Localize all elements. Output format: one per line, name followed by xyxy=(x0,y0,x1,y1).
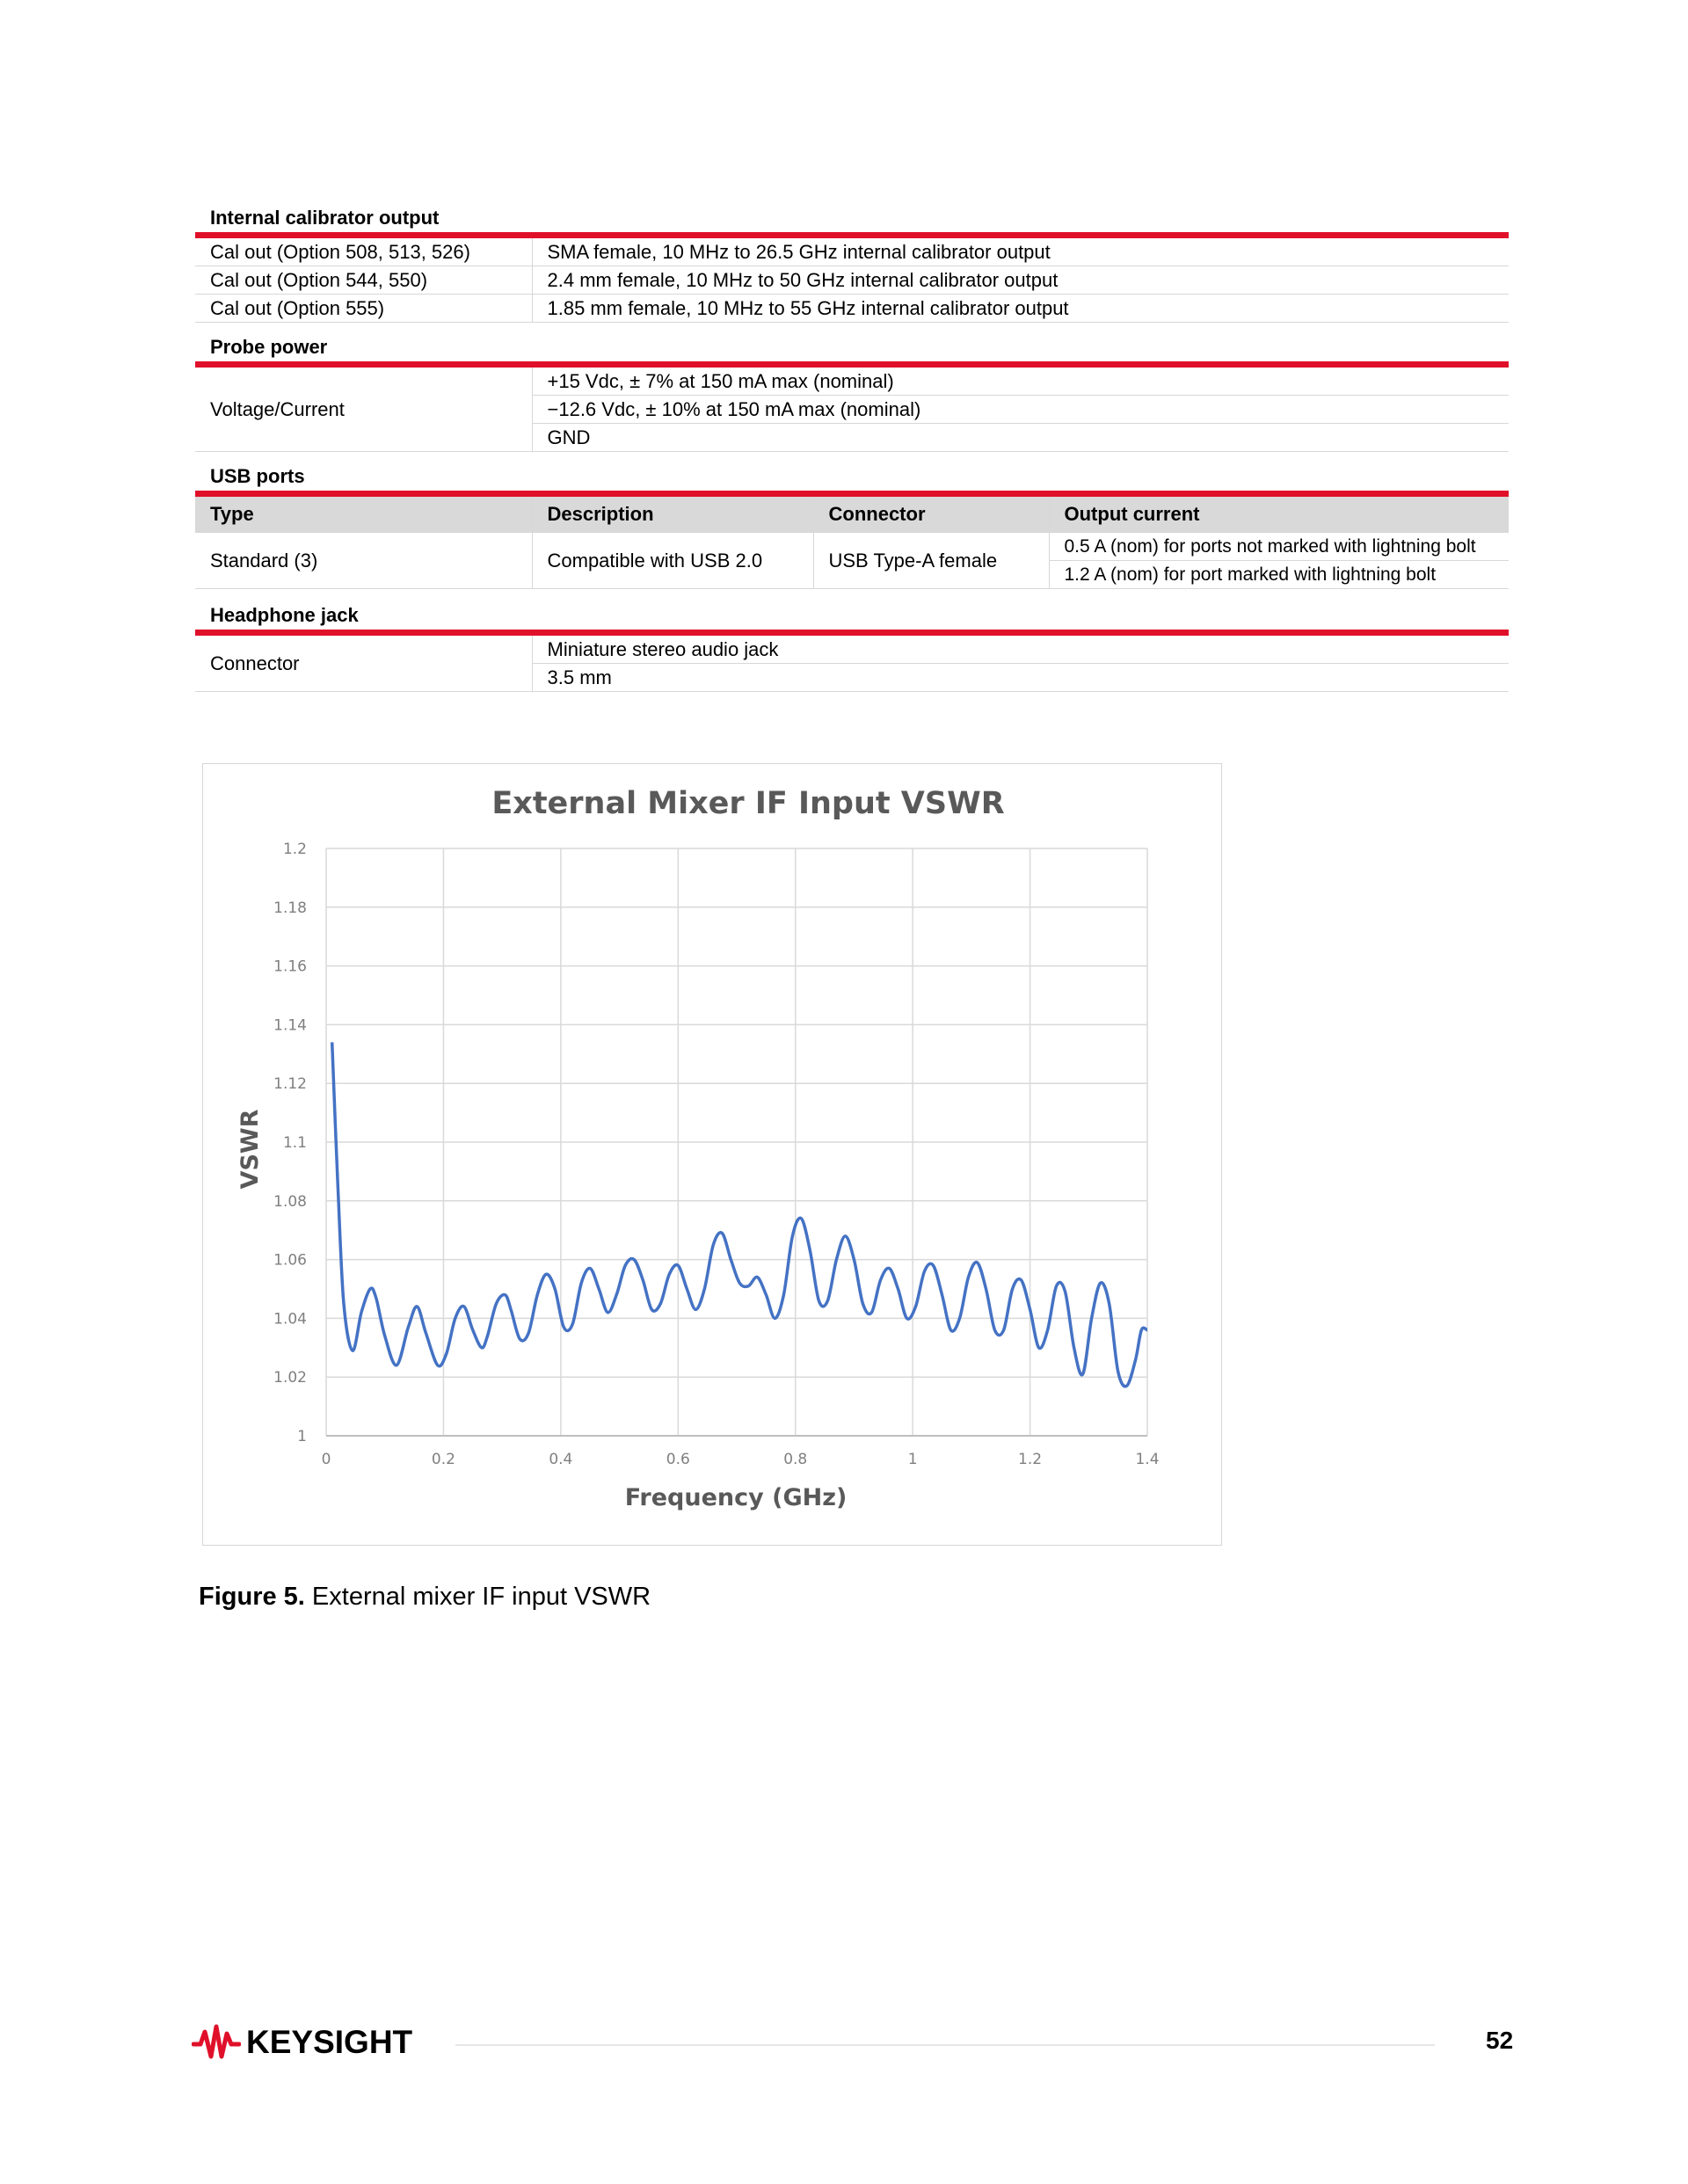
row-value: −12.6 Vdc, ± 10% at 150 mA max (nominal) xyxy=(532,396,1509,424)
usb-type: Standard (3) xyxy=(195,533,532,589)
x-tick-label: 1.4 xyxy=(1135,1451,1160,1468)
y-tick-label: 1.04 xyxy=(273,1310,307,1329)
row-value: 1.85 mm female, 10 MHz to 55 GHz internal calibrator output xyxy=(532,295,1509,323)
y-tick-label: 1.06 xyxy=(273,1251,307,1270)
usb-table xyxy=(195,497,1509,589)
section-title: Headphone jack xyxy=(210,604,359,626)
row-value: SMA female, 10 MHz to 26.5 GHz internal calibrator output xyxy=(532,238,1509,266)
column-header: Description xyxy=(532,497,813,533)
row-label: Cal out (Option 508, 513, 526) xyxy=(195,238,532,266)
table-row xyxy=(195,266,1509,295)
row-value: 3.5 mm xyxy=(532,664,1509,692)
y-tick-label: 1.1 xyxy=(282,1134,307,1152)
y-tick-label: 1.12 xyxy=(273,1075,307,1094)
figure-caption xyxy=(199,1583,651,1612)
y-tick-label: 1 xyxy=(297,1428,307,1445)
usb-description: Compatible with USB 2.0 xyxy=(532,533,813,589)
row-value: 2.4 mm female, 10 MHz to 50 GHz internal calibrator output xyxy=(532,266,1509,295)
x-axis-label: Frequency (GHz) xyxy=(624,1484,848,1511)
x-tick-label: 0.4 xyxy=(549,1451,573,1468)
probe-power-section xyxy=(195,328,1509,452)
footer-divider xyxy=(455,2044,1435,2046)
x-tick-label: 1 xyxy=(907,1451,918,1468)
headphone-table xyxy=(195,636,1509,692)
row-label: Cal out (Option 555) xyxy=(195,295,532,323)
vswr-chart xyxy=(202,763,1222,1546)
x-tick-label: 0.6 xyxy=(666,1451,690,1468)
chart-title: External Mixer IF Input VSWR xyxy=(491,786,1005,821)
table-row xyxy=(195,636,1509,664)
section-rule xyxy=(195,232,1509,238)
waveform-logo-icon xyxy=(192,2023,241,2062)
section-rule xyxy=(195,361,1509,368)
table-header-row xyxy=(195,497,1509,533)
keysight-logo xyxy=(192,2020,412,2064)
brand-name: KEYSIGHT xyxy=(246,2024,413,2060)
x-tick-label: 1.2 xyxy=(1018,1451,1043,1468)
section-rule xyxy=(195,491,1509,497)
column-header: Output current xyxy=(1049,497,1509,533)
row-value: Miniature stereo audio jack xyxy=(532,636,1509,664)
x-tick-label: 0.2 xyxy=(431,1451,455,1468)
usb-current: 1.2 A (nom) for port marked with lightning bolt xyxy=(1049,561,1509,589)
section-rule xyxy=(195,630,1509,636)
row-value: GND xyxy=(532,424,1509,452)
table-row xyxy=(195,238,1509,266)
column-header: Type xyxy=(195,497,532,533)
table-row xyxy=(195,533,1509,561)
section-title: USB ports xyxy=(210,465,305,487)
table-row xyxy=(195,295,1509,323)
y-tick-label: 1.2 xyxy=(282,841,307,858)
chart-svg xyxy=(203,764,1221,1545)
y-axis-label: VSWR xyxy=(236,1109,264,1190)
x-tick-label: 0.8 xyxy=(783,1451,808,1468)
usb-section xyxy=(195,457,1509,589)
headphone-section xyxy=(195,596,1509,692)
y-tick-label: 1.02 xyxy=(273,1369,307,1387)
chart-series xyxy=(332,1042,1147,1386)
y-tick-label: 1.16 xyxy=(273,957,307,976)
row-label: Connector xyxy=(195,636,532,692)
y-tick-label: 1.14 xyxy=(273,1016,307,1035)
column-header: Connector xyxy=(813,497,1049,533)
section-title: Internal calibrator output xyxy=(210,207,440,229)
table-row xyxy=(195,368,1509,396)
usb-current: 0.5 A (nom) for ports not marked with lightning bolt xyxy=(1049,533,1509,561)
chart-axes xyxy=(273,841,1159,1468)
usb-connector: USB Type-A female xyxy=(813,533,1049,589)
row-value: +15 Vdc, ± 7% at 150 mA max (nominal) xyxy=(532,368,1509,396)
y-tick-label: 1.18 xyxy=(273,899,307,917)
calibrator-section xyxy=(195,199,1509,323)
figure-caption-text: External mixer IF input VSWR xyxy=(304,1583,651,1611)
page-number: 52 xyxy=(1486,2027,1514,2054)
x-tick-label: 0 xyxy=(321,1451,331,1468)
row-label: Cal out (Option 544, 550) xyxy=(195,266,532,295)
vswr-series-line xyxy=(332,1042,1147,1386)
figure-label: Figure 5. xyxy=(199,1583,305,1611)
probe-power-table xyxy=(195,368,1509,452)
calibrator-table xyxy=(195,238,1509,323)
y-tick-label: 1.08 xyxy=(273,1192,307,1211)
row-label: Voltage/Current xyxy=(195,368,532,452)
section-title: Probe power xyxy=(210,336,328,358)
